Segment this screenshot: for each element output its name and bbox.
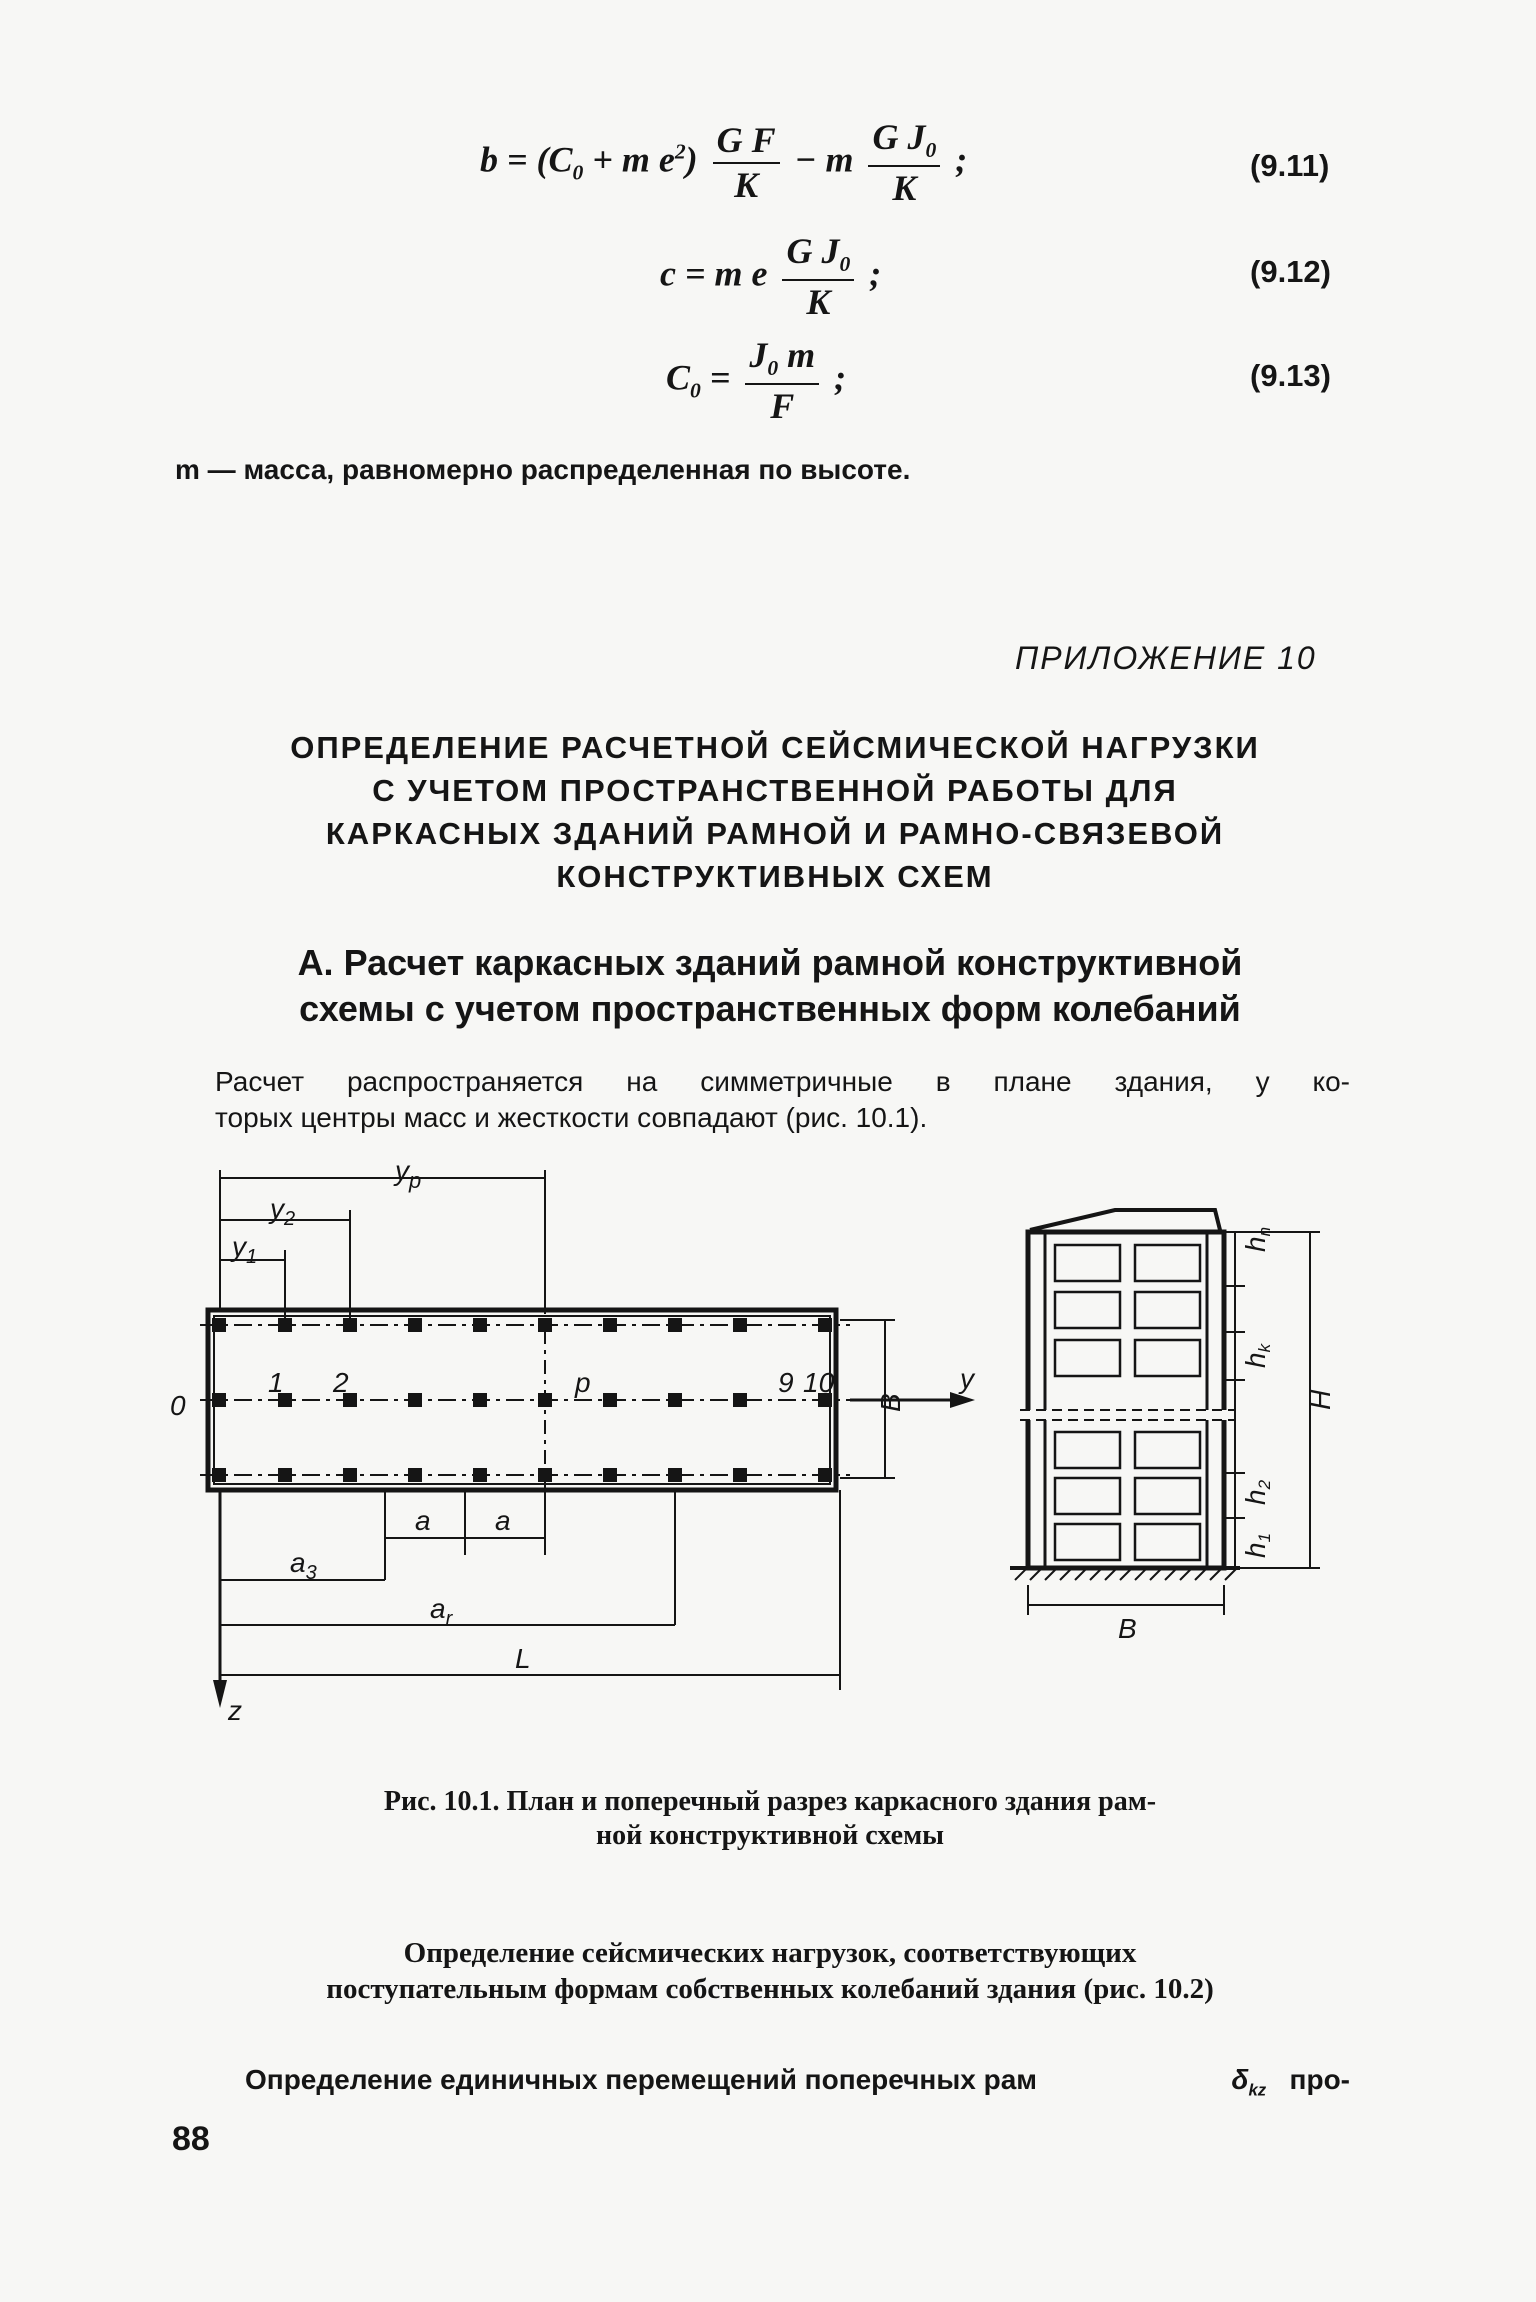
label-L: L	[515, 1643, 531, 1674]
label-B-plan: B	[875, 1393, 906, 1412]
last-line: Определение единичных перемещений поперечных рам $\delta_{kz}$ про-	[245, 2064, 1350, 2100]
formula-9-13: $C_0$ = $\frac{J_0 m}{F}$ ;	[666, 335, 847, 426]
section-a-heading: А. Расчет каркасных зданий рамной конструктивной схемы с учетом пространственных форм колебаний	[297, 942, 1243, 1029]
fraction: $\frac{J_0 m}{F}$	[745, 336, 819, 427]
label-a-left: a	[415, 1505, 431, 1536]
label-hn: hn	[1240, 1226, 1274, 1252]
fraction: $\frac{G J_0}{K}$	[782, 232, 854, 323]
label-yp: $y_p$	[395, 1160, 422, 1193]
label-B-section: B	[1118, 1613, 1137, 1644]
figure-caption: Рис. 10.1. План и поперечный разрез каркасного здания рам- ной конструктивной схемы	[383, 1786, 1157, 1851]
label-z-axis: z	[228, 1695, 242, 1726]
figure-10-1	[150, 1160, 1390, 1760]
label-hk: hk	[1240, 1343, 1274, 1368]
label-y1: $y_1$	[232, 1231, 258, 1268]
formula-9-11: $b = (C_0 + m$ $e^2$) $\frac{\text{G F}}{K}$ − m $\frac{G J_0}{K}$ ;	[480, 117, 968, 208]
formula-number: (9.13)	[1250, 358, 1331, 393]
building-section	[1028, 1232, 1224, 1568]
main-heading: ОПРЕДЕЛЕНИЕ РАСЧЕТНОЙ СЕЙСМИЧЕСКОЙ НАГРУЗКИ С УЧЕТОМ ПРОСТРАНСТВЕННОЙ РАБОТЫ ДЛЯ КАРКАСНЫХ ЗДАНИЙ РАМНОЙ И РАМНО-СВЯЗЕВОЙ КОНСТРУКТИВНЫХ СХЕМ	[290, 730, 1260, 894]
z-axis-arrow	[213, 1680, 227, 1708]
y-axis-arrow	[950, 1392, 975, 1408]
label-ar: $a_r$	[430, 1593, 453, 1630]
label-axis-9: 9	[778, 1367, 794, 1398]
intro-paragraph: Расчет распространяется на симметричные в плане здания, у ко- торых центры масс и жесткости совпадают (рис. 10.1).	[215, 1066, 1350, 1133]
formula-number: (9.11)	[1250, 148, 1330, 183]
formula-number: (9.12)	[1250, 254, 1331, 289]
label-h2: h2	[1240, 1479, 1274, 1505]
label-y-axis: y	[960, 1363, 974, 1394]
label-a-right: a	[495, 1505, 511, 1536]
subheading: Определение сейсмических нагрузок, соответствующих поступательным формам собственных колебаний здания (рис. 10.2)	[326, 1937, 1214, 2005]
roof	[1030, 1210, 1220, 1230]
label-axis-2: 2	[333, 1367, 349, 1398]
fraction: $\frac{G J_0}{K}$	[868, 118, 940, 209]
label-axis-0: 0	[170, 1390, 186, 1421]
page-number: 88	[172, 2120, 210, 2158]
appendix-label: ПРИЛОЖЕНИЕ 10	[1015, 640, 1317, 676]
label-a3: $a_3$	[290, 1547, 317, 1584]
label-h1: h1	[1240, 1532, 1274, 1558]
mass-note: m — масса, равномерно распределенная по высоте.	[175, 454, 911, 485]
label-axis-1: 1	[268, 1367, 284, 1398]
formula-9-12: c = m e $\frac{G J_0}{K}$ ;	[660, 231, 882, 322]
label-axis-10: 10	[803, 1367, 835, 1398]
label-H: H	[1305, 1389, 1336, 1410]
label-axis-p: p	[575, 1367, 591, 1398]
label-y2: $y_2$	[270, 1193, 296, 1230]
fraction: $\frac{\text{G F}}{K}$	[713, 121, 780, 206]
